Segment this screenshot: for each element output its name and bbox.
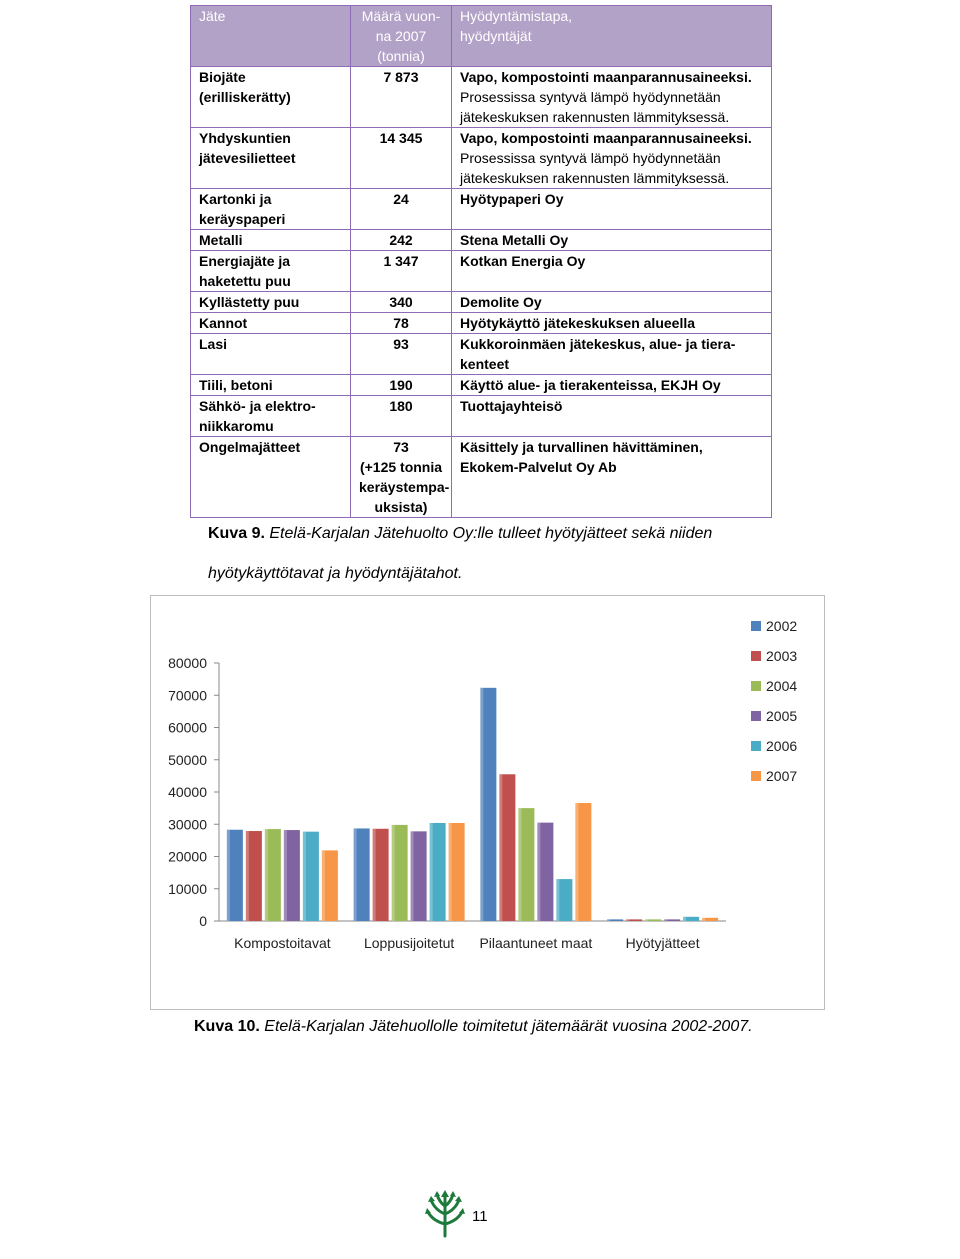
- chart-svg: [151, 596, 824, 1009]
- bar-highlight: [265, 829, 268, 921]
- y-tick-label: 70000: [168, 687, 207, 704]
- use-cell: Demolite Oy: [452, 292, 772, 313]
- y-tick-label: 80000: [168, 655, 207, 671]
- bar-highlight: [430, 823, 433, 921]
- legend-label: 2003: [766, 648, 798, 664]
- legend-label: 2002: [766, 618, 798, 634]
- y-tick-label: 20000: [168, 848, 207, 865]
- header-amount: Määrä vuon- na 2007 (tonnia): [351, 6, 452, 67]
- y-tick-label: 0: [199, 913, 207, 929]
- bar-highlight: [575, 803, 578, 921]
- x-category-label: Pilaantuneet maat: [479, 935, 593, 951]
- legend-swatch: [751, 771, 761, 781]
- table-row: [191, 251, 772, 292]
- table-row: [191, 375, 772, 396]
- caption-label: Kuva 10.: [194, 1018, 260, 1035]
- waste-cell: Tiili, betoni: [191, 375, 351, 396]
- bar-chart: [150, 595, 825, 1010]
- bar-highlight: [354, 828, 357, 921]
- waste-cell: Ongelmajätteet: [191, 437, 351, 518]
- use-cell: Kukkoroinmäen jätekeskus, alue- ja tiera- kenteet: [452, 334, 772, 375]
- bar-highlight: [556, 879, 559, 921]
- figure-caption-9: [208, 514, 808, 594]
- x-category-label: Kompostoitavat: [234, 935, 331, 951]
- amount-cell: 180: [351, 396, 452, 437]
- bar-highlight: [284, 830, 287, 921]
- figure-caption-10: [194, 1018, 753, 1036]
- page-number: 11: [472, 1208, 488, 1225]
- header-waste: Jäte: [191, 6, 351, 67]
- caption-text: Etelä-Karjalan Jätehuolto Oy:lle tulleet hyötyjätteet sekä niiden hyötykäyttötavat ja hyödyntäjätahot.: [208, 525, 713, 582]
- legend-label: 2004: [766, 678, 798, 694]
- legend-swatch: [751, 651, 761, 661]
- bar-highlight: [411, 831, 414, 921]
- use-cell: Tuottajayhteisö: [452, 396, 772, 437]
- amount-cell: 7 873: [351, 67, 452, 128]
- waste-cell: Biojäte (erilliskerätty): [191, 67, 351, 128]
- waste-cell: Kyllästetty puu: [191, 292, 351, 313]
- bar-highlight: [645, 919, 648, 921]
- amount-cell: 14 345: [351, 128, 452, 189]
- amount-cell: 24: [351, 189, 452, 230]
- waste-cell: Metalli: [191, 230, 351, 251]
- table-row: [191, 334, 772, 375]
- bar-highlight: [626, 919, 629, 921]
- y-tick-label: 10000: [168, 880, 207, 897]
- bar-highlight: [246, 831, 249, 921]
- bar-highlight: [392, 825, 395, 921]
- waste-table: [190, 5, 772, 518]
- y-tick-label: 40000: [168, 784, 207, 800]
- bar-highlight: [303, 832, 306, 921]
- table-row: [191, 189, 772, 230]
- legend-swatch: [751, 621, 761, 631]
- table-row: [191, 313, 772, 334]
- amount-cell: 190: [351, 375, 452, 396]
- table-row: [191, 437, 772, 518]
- table-row: [191, 67, 772, 128]
- caption-label: Kuva 9.: [208, 525, 265, 542]
- bar-highlight: [373, 829, 376, 921]
- y-tick-label: 60000: [168, 719, 207, 736]
- amount-cell: 73 (+125 tonnia keräystempa- uksista): [351, 437, 452, 518]
- amount-cell: 242: [351, 230, 452, 251]
- use-cell: Hyötykäyttö jätekeskuksen alueella: [452, 313, 772, 334]
- waste-cell: Energiajäte ja haketettu puu: [191, 251, 351, 292]
- bar-highlight: [537, 823, 540, 921]
- bar-highlight: [322, 850, 325, 921]
- use-cell: Hyötypaperi Oy: [452, 189, 772, 230]
- legend-label: 2006: [766, 738, 798, 754]
- caption-text: Etelä-Karjalan Jätehuollolle toimitetut jätemäärät vuosina 2002-2007.: [264, 1018, 753, 1035]
- bar-highlight: [499, 774, 502, 921]
- amount-cell: 340: [351, 292, 452, 313]
- table-row: [191, 128, 772, 189]
- use-cell: Käyttö alue- ja tierakenteissa, EKJH Oy: [452, 375, 772, 396]
- table-row: [191, 230, 772, 251]
- bar-highlight: [702, 918, 705, 921]
- amount-cell: 1 347: [351, 251, 452, 292]
- legend-swatch: [751, 681, 761, 691]
- bar-highlight: [607, 919, 610, 921]
- legend-swatch: [751, 741, 761, 751]
- x-category-label: Loppusijoitetut: [363, 935, 455, 951]
- tree-logo-icon: [425, 1188, 465, 1238]
- bar-highlight: [518, 808, 521, 921]
- amount-cell: 78: [351, 313, 452, 334]
- x-category-label: Hyötyjätteet: [625, 935, 700, 951]
- bar-highlight: [664, 919, 667, 921]
- use-cell: Vapo, kompostointi maanparannusaineeksi. Prosessissa syntyvä lämpö hyödynnetään jätekeskuksen rakennusten lämmityksessä.: [452, 67, 772, 128]
- table-row: [191, 292, 772, 313]
- waste-cell: Yhdyskuntien jätevesilietteet: [191, 128, 351, 189]
- bar-highlight: [480, 688, 483, 921]
- legend-label: 2007: [766, 768, 798, 784]
- use-cell: Käsittely ja turvallinen hävittäminen, Ekokem-Palvelut Oy Ab: [452, 437, 772, 518]
- bar-highlight: [683, 917, 686, 921]
- use-cell: Vapo, kompostointi maanparannusaineeksi. Prosessissa syntyvä lämpö hyödynnetään jätekeskuksen rakennusten lämmityksessä.: [452, 128, 772, 189]
- waste-cell: Sähkö- ja elektro- niikkaromu: [191, 396, 351, 437]
- y-tick-label: 50000: [168, 751, 207, 768]
- table-header-row: [191, 6, 772, 67]
- waste-cell: Kartonki ja keräyspaperi: [191, 189, 351, 230]
- legend-swatch: [751, 711, 761, 721]
- amount-cell: 93: [351, 334, 452, 375]
- legend-label: 2005: [766, 708, 798, 724]
- bar-highlight: [449, 823, 452, 921]
- use-cell: Kotkan Energia Oy: [452, 251, 772, 292]
- use-cell: Stena Metalli Oy: [452, 230, 772, 251]
- waste-cell: Kannot: [191, 313, 351, 334]
- y-tick-label: 30000: [168, 816, 207, 833]
- waste-cell: Lasi: [191, 334, 351, 375]
- bar-highlight: [227, 830, 230, 921]
- header-use: Hyödyntämistapa, hyödyntäjät: [452, 6, 772, 67]
- table-row: [191, 396, 772, 437]
